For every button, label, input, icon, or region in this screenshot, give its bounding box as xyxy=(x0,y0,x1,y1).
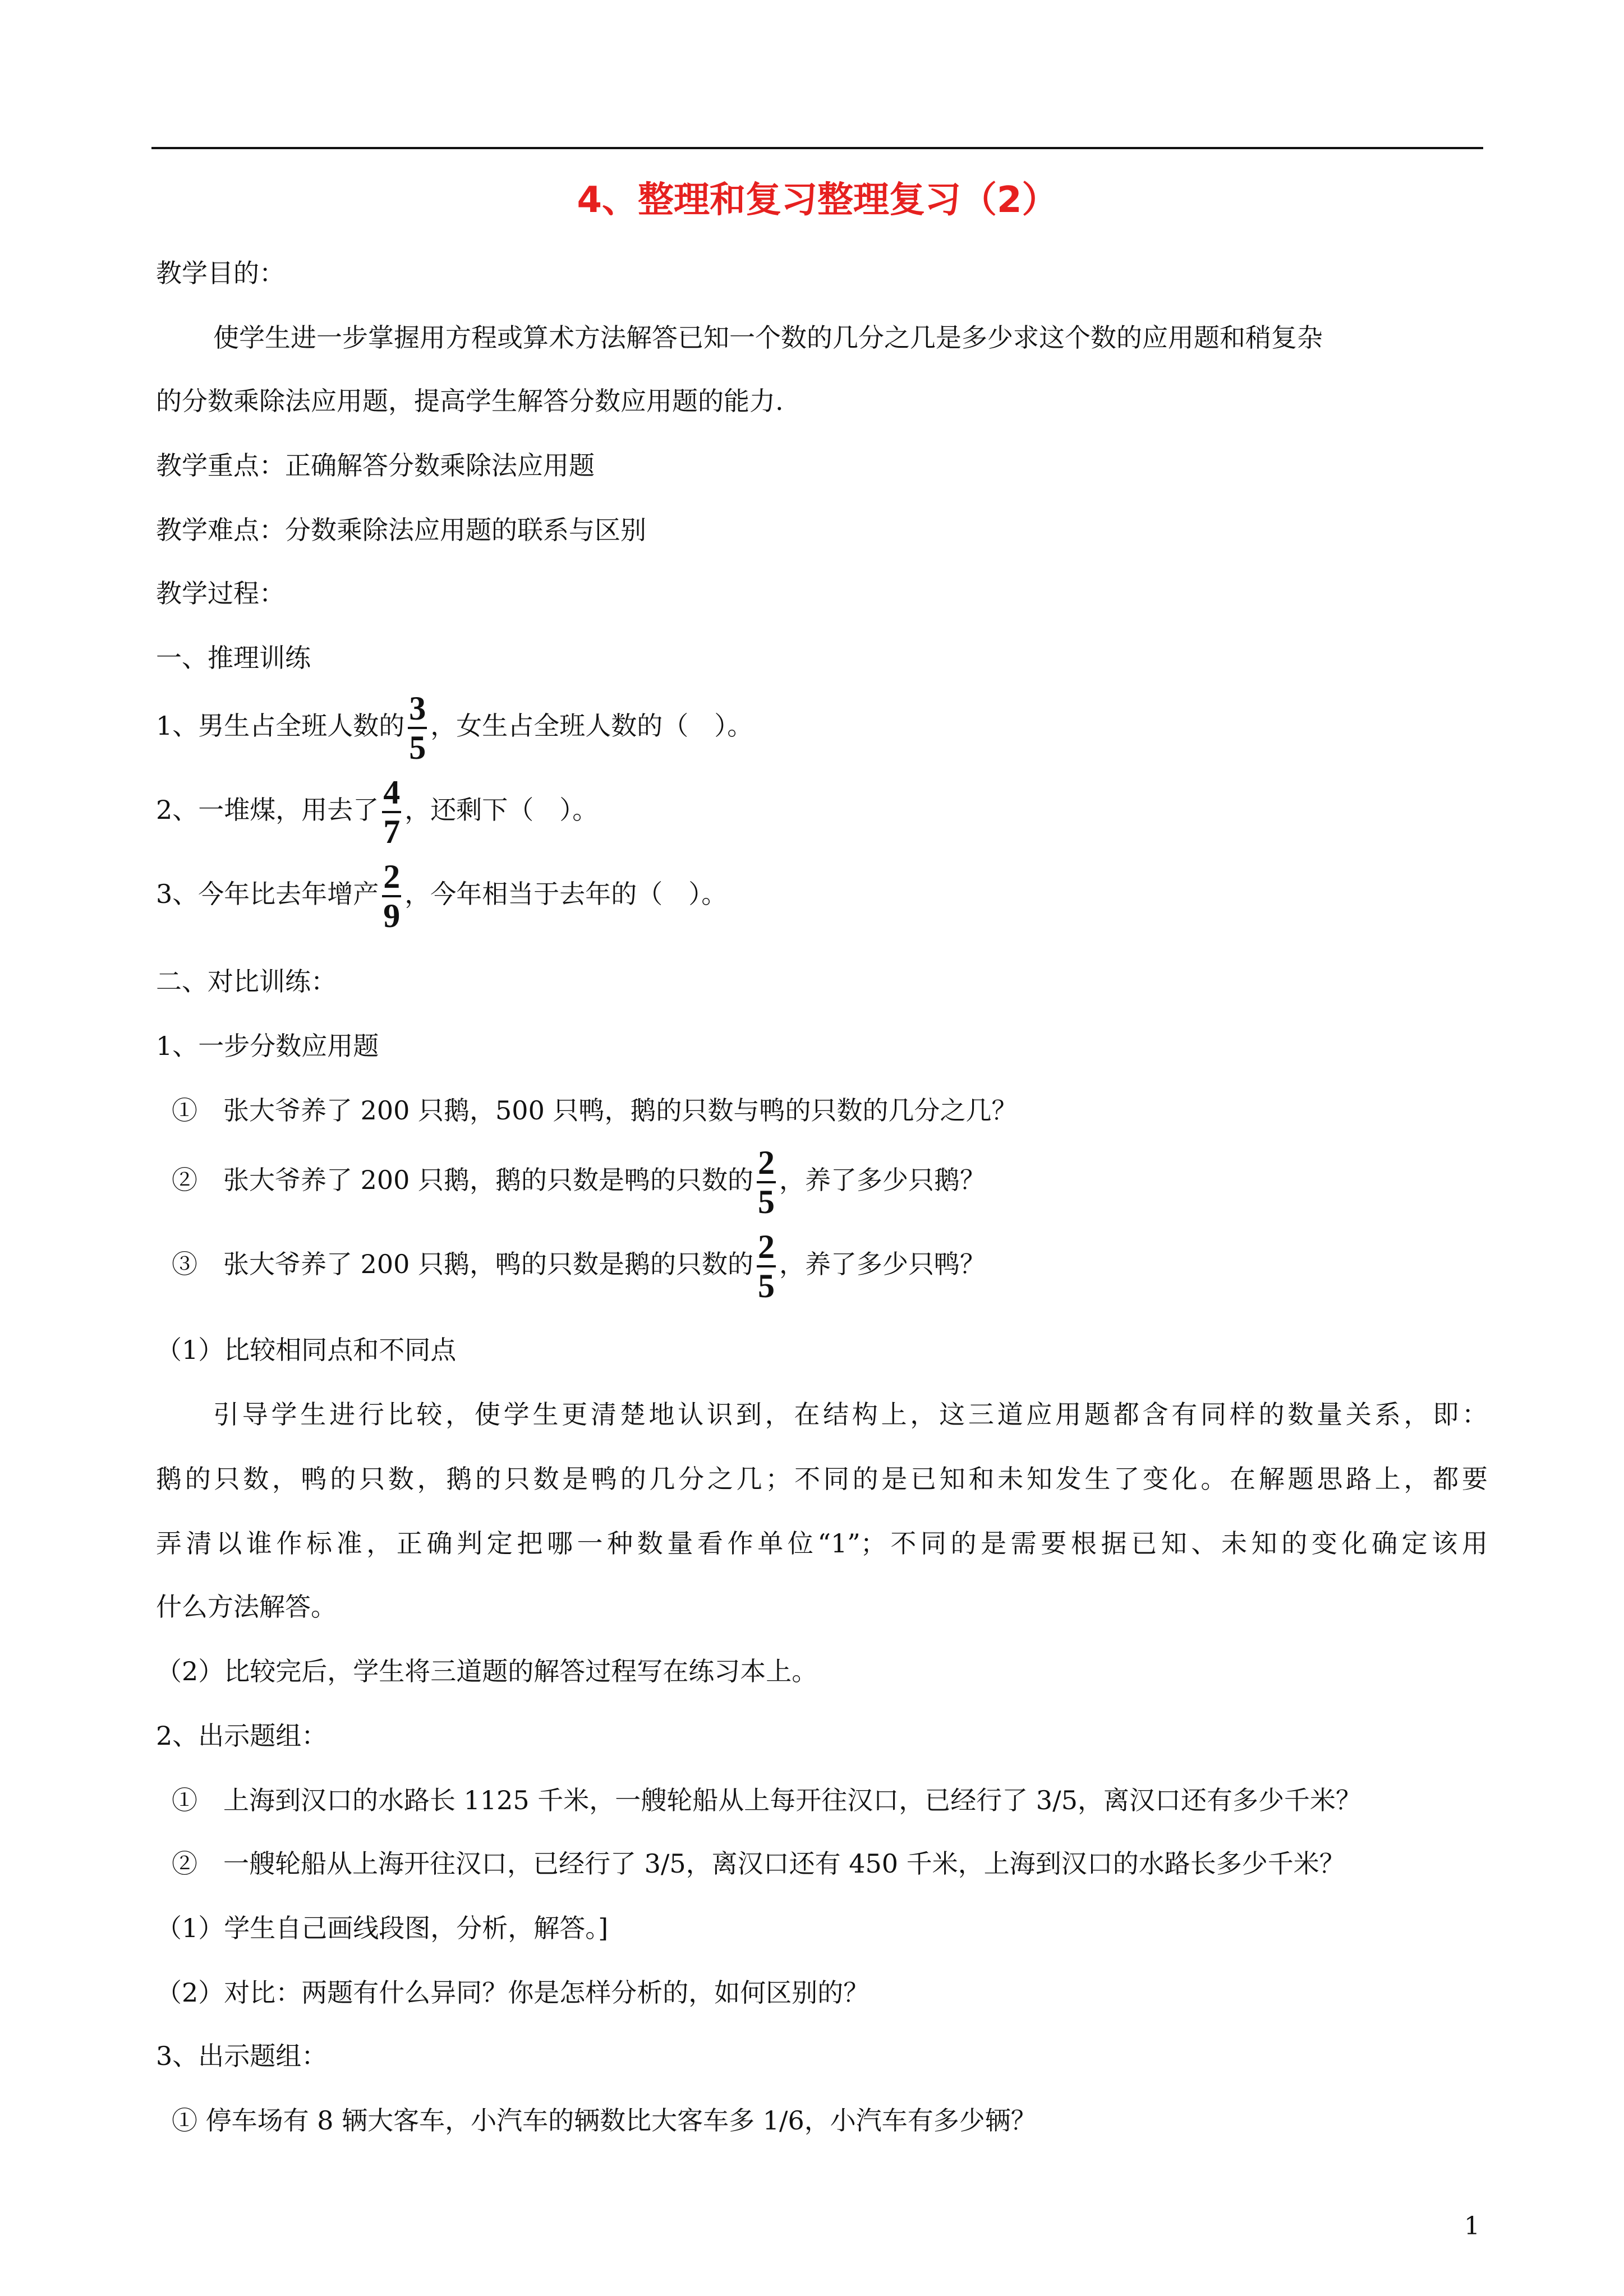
text-line: 一、推理训练 xyxy=(156,643,311,673)
paragraph-line: 弄清以谁作标准，正确判定把哪一种数量看作单位“1”；不同的是需要根据已知、未知的变化确定该用 xyxy=(156,1528,1488,1559)
question-line xyxy=(172,1228,986,1304)
text-line: 教学目的： xyxy=(156,258,285,288)
question-line: ① 停车场有 8 辆大客车，小汽车的辆数比大客车多 1/6，小汽车有多少辆？ xyxy=(172,2105,1037,2136)
question-text: ，还剩下（ ）。 xyxy=(404,795,599,825)
page-number: 1 xyxy=(1464,2212,1480,2240)
question-text: ，女生占全班人数的（ ）。 xyxy=(430,711,753,741)
question-text: ，养了多少只鸭？ xyxy=(779,1249,986,1279)
question-text: 1、男生占全班人数的 xyxy=(156,711,405,741)
fraction-numerator: 4 xyxy=(383,774,401,811)
question-text: ② 张大爷养了 200 只鹅，鹅的只数是鸭的只数的 xyxy=(172,1165,754,1195)
text-line: （1）比较相同点和不同点 xyxy=(156,1335,457,1365)
text-line: 教学难点：分数乘除法应用题的联系与区别 xyxy=(156,515,646,545)
question-text: ③ 张大爷养了 200 只鹅，鸭的只数是鹅的只数的 xyxy=(172,1249,754,1279)
fraction-numerator: 2 xyxy=(758,1228,775,1265)
fraction-denominator: 7 xyxy=(383,813,401,850)
fraction-denominator: 5 xyxy=(758,1267,775,1304)
fraction xyxy=(382,858,401,934)
text-line: 3、出示题组： xyxy=(156,2041,328,2071)
question-text: 3、今年比去年增产 xyxy=(156,879,379,909)
paragraph-line: 引导学生进行比较，使学生更清楚地认识到，在结构上，这三道应用题都含有同样的数量关系，即： xyxy=(213,1399,1488,1430)
fraction-denominator: 5 xyxy=(758,1183,775,1220)
fraction xyxy=(757,1228,776,1304)
question-text: ，今年相当于去年的（ ）。 xyxy=(404,879,728,909)
question-text: ，养了多少只鹅？ xyxy=(779,1165,986,1195)
text-line: 1、一步分数应用题 xyxy=(156,1031,379,1061)
text-line: 什么方法解答。 xyxy=(156,1592,337,1622)
text-line: 2、出示题组： xyxy=(156,1721,328,1751)
fraction-numerator: 3 xyxy=(409,690,426,727)
question-line: ① 张大爷养了 200 只鹅，500 只鸭，鹅的只数与鸭的只数的几分之几？ xyxy=(172,1095,1018,1126)
question-line xyxy=(156,690,753,766)
question-line xyxy=(156,858,727,934)
text-line: 二、对比训练： xyxy=(156,966,337,997)
question-text: 2、一堆煤，用去了 xyxy=(156,795,379,825)
fraction-numerator: 2 xyxy=(383,858,401,895)
text-line: 使学生进一步掌握用方程或算术方法解答已知一个数的几分之几是多少求这个数的应用题和稍复杂 xyxy=(213,322,1323,353)
question-line: ① 上海到汉口的水路长 1125 千米，一艘轮船从上每开往汉口，已经行了 3/5，离汉口还有多少千米？ xyxy=(172,1785,1361,1815)
fraction-denominator: 5 xyxy=(409,729,426,766)
question-line: ② 一艘轮船从上海开往汉口，已经行了 3/5，离汉口还有 450 千米，上海到汉口的水路长多少千米？ xyxy=(172,1848,1345,1879)
text-line: 的分数乘除法应用题，提高学生解答分数应用题的能力. xyxy=(156,386,784,416)
paragraph-line: 鹅的只数，鸭的只数，鹅的只数是鸭的几分之几；不同的是已知和未知发生了变化。在解题思路上，都要 xyxy=(156,1464,1488,1494)
question-line xyxy=(156,774,598,850)
fraction xyxy=(382,774,401,850)
text-line: （1）学生自己画线段图，分析，解答。] xyxy=(156,1913,609,1943)
fraction xyxy=(757,1144,776,1220)
page-title: 4、整理和复习整理复习（2） xyxy=(577,179,1058,221)
text-line: （2）对比：两题有什么异同？你是怎样分析的，如何区别的？ xyxy=(156,1977,869,2008)
header-rule xyxy=(151,147,1483,149)
text-line: （2）比较完后，学生将三道题的解答过程写在练习本上。 xyxy=(156,1656,818,1686)
fraction-denominator: 9 xyxy=(383,897,401,934)
text-line: 教学重点：正确解答分数乘除法应用题 xyxy=(156,450,595,481)
fraction-numerator: 2 xyxy=(758,1144,775,1181)
fraction xyxy=(408,690,427,766)
question-line xyxy=(172,1144,986,1220)
text-line: 教学过程： xyxy=(156,578,285,608)
